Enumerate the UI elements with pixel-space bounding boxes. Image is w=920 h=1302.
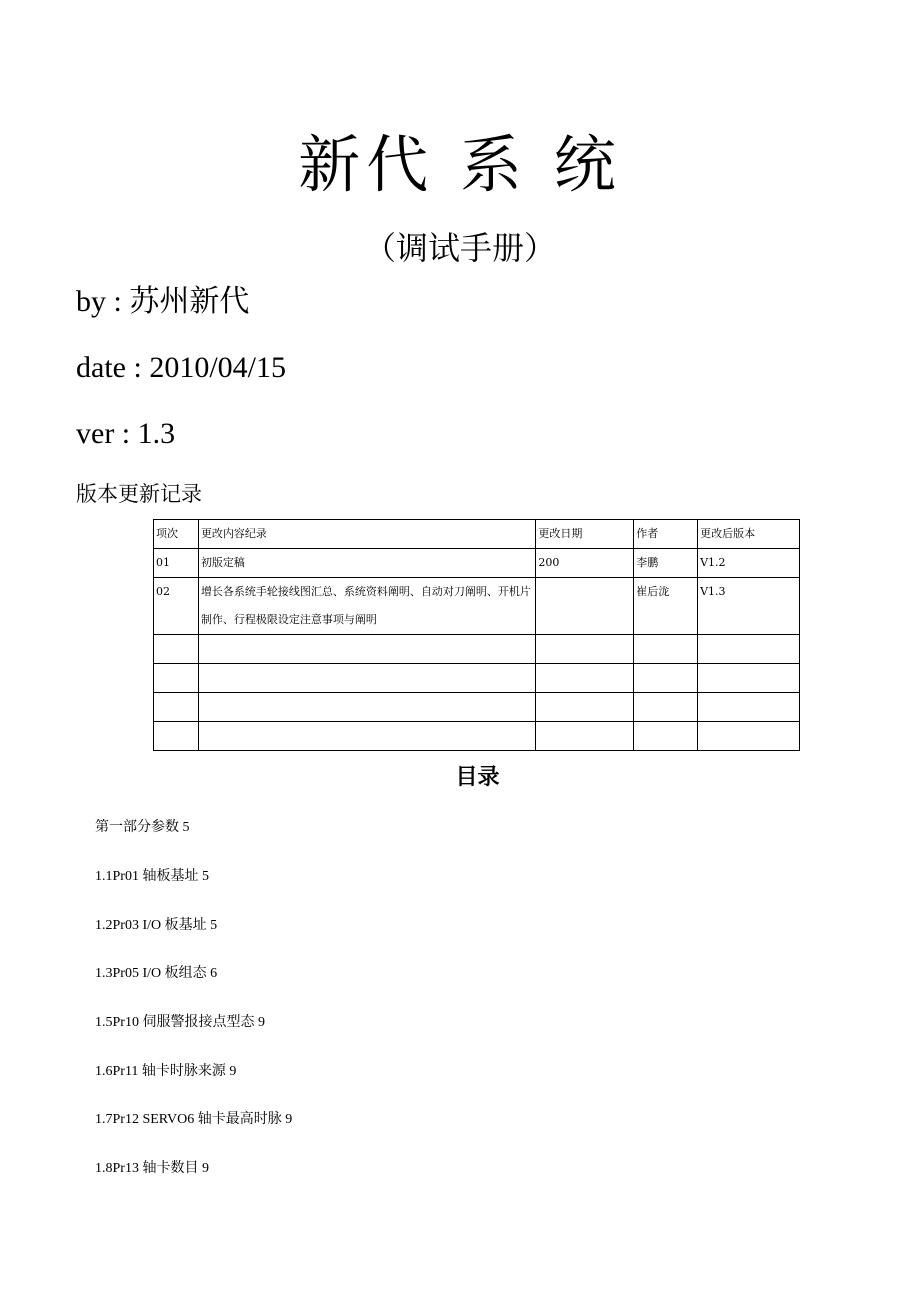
- meta-date: [76, 350, 286, 386]
- revision-header-row: [154, 520, 800, 549]
- date-label: date :: [76, 351, 142, 384]
- cell-item-no: [154, 635, 199, 664]
- cell-version: V1.2: [698, 549, 800, 578]
- revision-table: [153, 519, 800, 751]
- by-label: by :: [76, 285, 122, 318]
- cell-version: V1.3: [698, 578, 800, 635]
- cell-item-no: [154, 664, 199, 693]
- table-row: [154, 635, 800, 664]
- cell-author: 李鹏: [634, 549, 698, 578]
- main-title: 新代 系 统: [298, 128, 622, 201]
- cell-change-date: [536, 578, 634, 635]
- cell-change-date: [536, 635, 634, 664]
- cell-change-date: [536, 693, 634, 722]
- meta-ver: [76, 416, 175, 452]
- meta-by: [76, 284, 249, 320]
- table-row: [154, 578, 800, 635]
- ver-label: ver :: [76, 417, 131, 450]
- cell-item-no: [154, 722, 199, 751]
- header-version: 更改后版本: [698, 520, 800, 549]
- cell-author: 崔后泷: [634, 578, 698, 635]
- cell-change-content: 初版定稿: [198, 549, 535, 578]
- cell-item-no: 02: [154, 578, 199, 635]
- cell-change-date: [536, 664, 634, 693]
- toc-item[interactable]: 1.3Pr05 I/O 板组态 6: [95, 966, 218, 981]
- table-row: [154, 549, 800, 578]
- revision-heading: 版本更新记录: [76, 482, 202, 506]
- by-value: 苏州新代: [129, 284, 250, 319]
- cell-author: [634, 664, 698, 693]
- toc-item[interactable]: 1.2Pr03 I/O 板基址 5: [95, 918, 218, 933]
- toc-item[interactable]: 1.7Pr12 SERVO6 轴卡最高时脉 9: [95, 1112, 293, 1127]
- header-change-content: 更改内容纪录: [198, 520, 535, 549]
- cell-change-content: [198, 635, 535, 664]
- toc-item[interactable]: 1.6Pr11 轴卡时脉来源 9: [95, 1064, 237, 1079]
- cell-author: [634, 635, 698, 664]
- toc-item[interactable]: 第一部分参数 5: [95, 820, 190, 835]
- cell-change-content: [198, 664, 535, 693]
- toc-title: 目录: [455, 765, 500, 790]
- cell-author: [634, 722, 698, 751]
- toc-item[interactable]: 1.8Pr13 轴卡数目 9: [95, 1161, 209, 1176]
- cell-version: [698, 664, 800, 693]
- table-row: [154, 722, 800, 751]
- cell-change-content: [198, 722, 535, 751]
- toc-item[interactable]: 1.5Pr10 伺服警报接点型态 9: [95, 1015, 265, 1030]
- cell-change-date: 200: [536, 549, 634, 578]
- header-author: 作者: [634, 520, 698, 549]
- header-change-date: 更改日期: [536, 520, 634, 549]
- cell-change-content: [198, 693, 535, 722]
- toc-item[interactable]: 1.1Pr01 轴板基址 5: [95, 869, 209, 884]
- cell-version: [698, 635, 800, 664]
- subtitle: （调试手册）: [363, 229, 556, 267]
- cell-change-content: 增长各系统手轮接线图汇总、系统资料阐明、自动对刀阐明、开机片制作、行程极限设定注意事项与阐明: [198, 578, 535, 635]
- table-row: [154, 664, 800, 693]
- cell-version: [698, 722, 800, 751]
- ver-value: 1.3: [137, 417, 176, 450]
- cell-version: [698, 693, 800, 722]
- cell-item-no: 01: [154, 549, 199, 578]
- date-value: 2010/04/15: [149, 351, 286, 384]
- cell-change-date: [536, 722, 634, 751]
- header-item-no: 项次: [154, 520, 199, 549]
- cell-item-no: [154, 693, 199, 722]
- cell-author: [634, 693, 698, 722]
- table-row: [154, 693, 800, 722]
